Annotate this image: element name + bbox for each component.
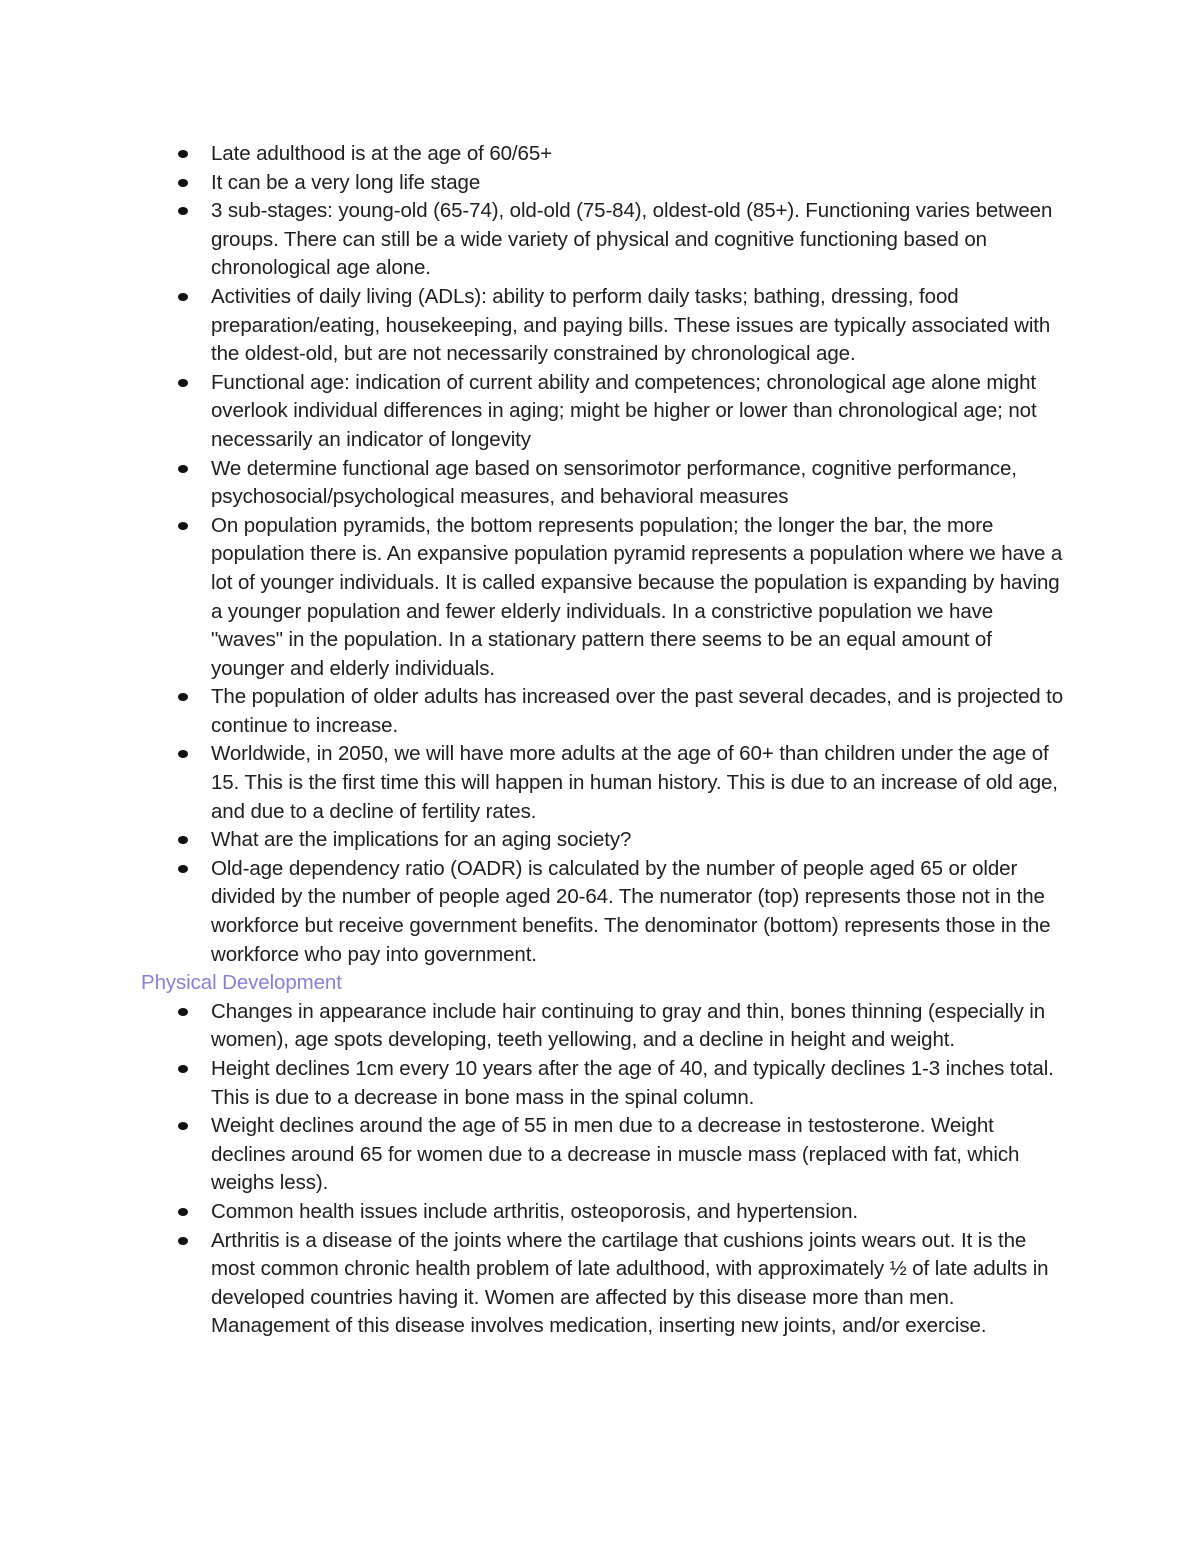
bullet-icon: [178, 1237, 188, 1245]
bullet-icon: [178, 522, 188, 530]
bullet-icon: [178, 379, 188, 387]
bullet-icon: [178, 693, 188, 701]
bullet-list-physical-development: [141, 998, 1066, 1341]
bullet-icon: [178, 750, 188, 758]
list-item: [211, 740, 1066, 826]
document-body: [141, 140, 1066, 1341]
list-item: [211, 283, 1066, 369]
bullet-icon: [178, 1008, 188, 1016]
list-item-text: On population pyramids, the bottom represents population; the longer the bar, the more population there is. An expansive population pyramid represents a population where we have a lot of younger individuals. It is called expansive because the population is expanding by having a younger population and fewer elderly individuals. In a constrictive population we have "waves" in the population. In a stationary pattern there seems to be an equal amount of younger and elderly individuals.: [211, 513, 1063, 680]
list-item-text: Activities of daily living (ADLs): ability to perform daily tasks; bathing, dressing, food preparation/eating, housekeeping, and paying bills. These issues are typically associated with the oldest-old, but are not necessarily constrained by chronological age.: [211, 284, 1051, 366]
list-item-text: Functional age: indication of current ability and competences; chronological age alone might overlook individual differences in aging; might be higher or lower than chronological age; not necessarily an indicator of longevity: [211, 370, 1037, 451]
list-item: [211, 1198, 1066, 1227]
list-item: [211, 683, 1066, 740]
bullet-list-intro: [141, 140, 1066, 969]
list-item: [211, 1055, 1066, 1112]
list-item-text: It can be a very long life stage: [211, 170, 481, 194]
list-item: [211, 1227, 1066, 1341]
list-item: [211, 369, 1066, 455]
list-item: [211, 455, 1066, 512]
list-item: [211, 140, 1066, 169]
bullet-icon: [178, 465, 188, 473]
list-item: [211, 169, 1066, 198]
bullet-icon: [178, 865, 188, 873]
list-item-text: Worldwide, in 2050, we will have more adults at the age of 60+ than children under the age of 15. This is the first time this will happen in human history. This is due to an increase of old age, and due to a decline of fertility rates.: [211, 742, 1058, 823]
list-item-text: Late adulthood is at the age of 60/65+: [211, 142, 552, 165]
list-item-text: Arthritis is a disease of the joints where the cartilage that cushions joints wears out. It is the most common chronic health problem of late adulthood, with approximately ½ of late adults in developed countries having it. Women are affected by this disease more than men. Management of this disease involves medication, inserting new joints, and/or exercise.: [211, 1228, 1049, 1338]
section-heading-physical-development: Physical Development: [141, 971, 342, 995]
bullet-icon: [178, 293, 188, 301]
list-item-text: Old-age dependency ratio (OADR) is calculated by the number of people aged 65 or older divided by the number of people aged 20-64. The numerator (top) represents those not in the workforce but receive government benefits. The denominator (bottom) represents those in the workforce who pay into government.: [211, 856, 1051, 966]
list-item-text: The population of older adults has increased over the past several decades, and is projected to continue to increase.: [211, 685, 1064, 737]
bullet-icon: [178, 207, 188, 215]
list-item-text: Changes in appearance include hair continuing to gray and thin, bones thinning (especially in women), age spots developing, teeth yellowing, and a decline in height and weight.: [211, 999, 1046, 1052]
bullet-icon: [178, 1208, 188, 1216]
list-item-text: Height declines 1cm every 10 years after the age of 40, and typically declines 1-3 inches total. This is due to a decrease in bone mass in the spinal column.: [211, 1057, 1054, 1109]
bullet-icon: [178, 179, 188, 187]
bullet-icon: [178, 1065, 188, 1073]
list-item: [211, 1112, 1066, 1198]
list-item-text: Weight declines around the age of 55 in men due to a decrease in testosterone. Weight declines around 65 for women due to a decrease in muscle mass (replaced with fat, which weighs less).: [211, 1114, 1020, 1195]
list-item: [211, 998, 1066, 1055]
list-item-text: Common health issues include arthritis, osteoporosis, and hypertension.: [211, 1199, 858, 1223]
list-item-text: What are the implications for an aging society?: [211, 828, 632, 852]
bullet-icon: [178, 836, 188, 844]
list-item: [211, 197, 1066, 283]
list-item: [211, 512, 1066, 684]
list-item-text: We determine functional age based on sensorimotor performance, cognitive performance, psychosocial/psychological measures, and behavioral measures: [211, 456, 1017, 509]
list-item: [211, 826, 1066, 855]
list-item: [211, 855, 1066, 969]
bullet-icon: [178, 150, 188, 158]
bullet-icon: [178, 1122, 188, 1130]
list-item-text: 3 sub-stages: young-old (65-74), old-old (75-84), oldest-old (85+). Functioning varies between groups. There can still be a wide variety of physical and cognitive functioning based on chronological age alone.: [211, 199, 1053, 280]
